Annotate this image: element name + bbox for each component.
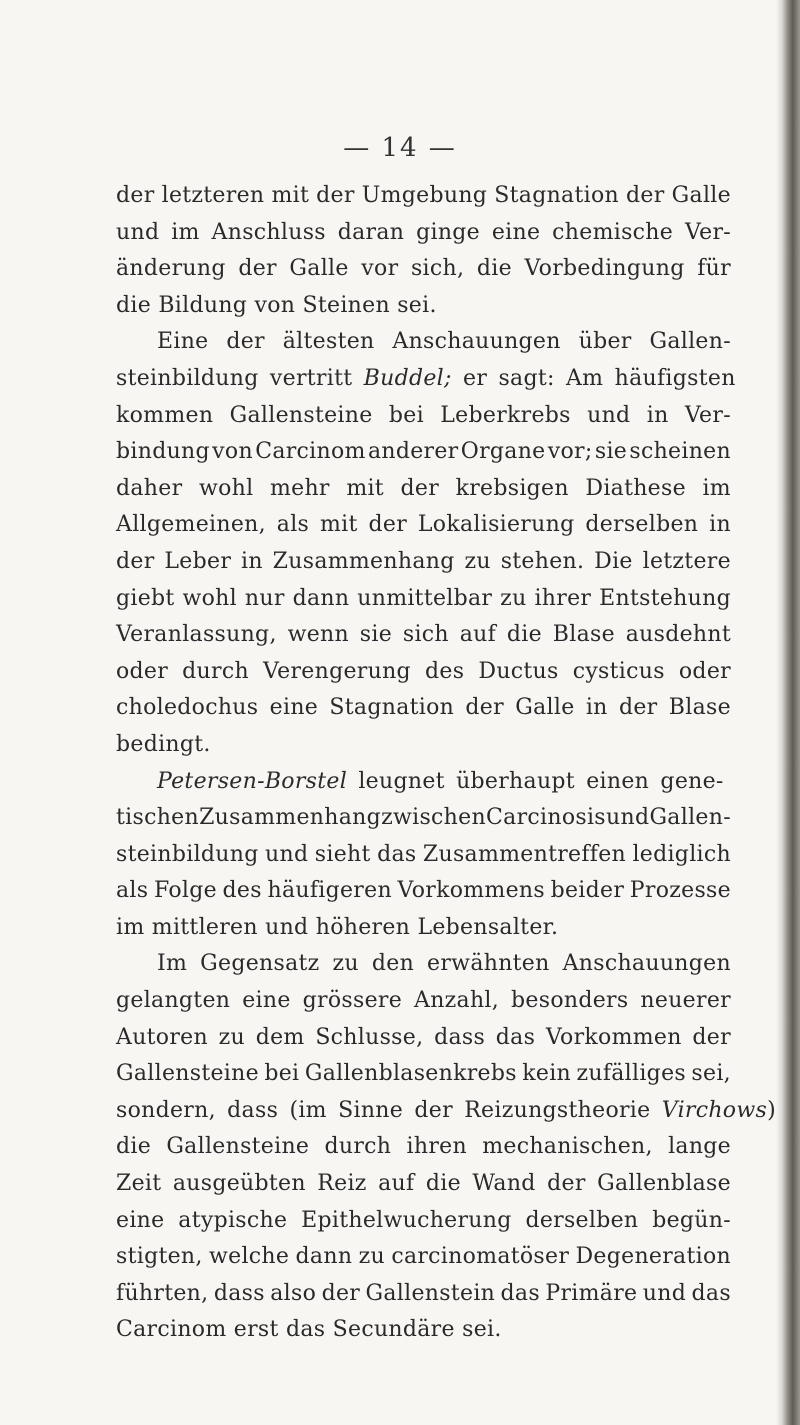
word: zu xyxy=(500,585,527,611)
word: die xyxy=(425,1171,461,1197)
word: Organe xyxy=(460,439,546,465)
body-text xyxy=(116,178,776,1349)
word: Galle xyxy=(515,695,575,721)
page-number: — 14 — xyxy=(343,133,457,163)
text-line xyxy=(116,617,731,654)
word: ältesten xyxy=(282,329,375,355)
word: also xyxy=(270,1280,317,1306)
word: auf xyxy=(459,622,497,648)
word: Primäre xyxy=(545,1280,638,1306)
word: als xyxy=(276,512,310,538)
word: und xyxy=(265,841,309,867)
word: eine xyxy=(242,988,291,1014)
word: bei xyxy=(388,402,424,428)
word: unmittelbar xyxy=(357,585,493,611)
word: Zusammentreffen xyxy=(422,841,627,867)
word: und xyxy=(587,402,631,428)
word: Reiz xyxy=(317,1171,367,1197)
word: chemische xyxy=(552,219,674,245)
word: Gallenstein xyxy=(365,1280,496,1306)
word: für xyxy=(697,256,731,282)
word: zwischen xyxy=(381,805,486,831)
page-edge-shadow xyxy=(782,0,800,1425)
word: und xyxy=(606,805,650,831)
text-line: im mittleren und höheren Lebensalter. xyxy=(116,914,559,940)
word: durch xyxy=(182,658,249,684)
word: Anschauungen xyxy=(562,951,731,977)
word: anderer xyxy=(367,439,459,465)
word: Vorbedingung xyxy=(524,256,685,282)
word: kein xyxy=(522,1061,572,1087)
word: oder xyxy=(116,658,169,684)
word: als xyxy=(116,878,149,904)
word: ausdehnt xyxy=(625,622,731,648)
word: auf xyxy=(378,1171,415,1197)
word: Leber xyxy=(164,548,232,574)
word: eine xyxy=(269,695,319,721)
text-line xyxy=(116,690,731,727)
word: Umgebung xyxy=(361,183,488,208)
text-line xyxy=(116,581,731,618)
word: scheinen xyxy=(629,439,731,465)
text-run: steinbildung vertritt xyxy=(116,365,364,391)
word: Degeneration xyxy=(575,1244,731,1270)
word: der xyxy=(368,512,408,538)
word: sich, xyxy=(410,256,465,282)
word: besonders xyxy=(511,988,629,1014)
word: Galle xyxy=(289,256,349,282)
paragraph-start-line xyxy=(116,946,731,983)
word: Autoren xyxy=(116,1024,208,1050)
word: Ver- xyxy=(684,402,731,428)
word: Anschauungen xyxy=(392,329,561,355)
word: sieht xyxy=(314,841,371,867)
word: Ver- xyxy=(684,219,731,245)
text-line xyxy=(116,873,731,910)
word: Lokalisierung xyxy=(417,512,575,538)
text-line: die Bildung von Steinen sei. xyxy=(116,292,437,318)
word: daran xyxy=(337,219,405,245)
word: Vorkommen xyxy=(545,1024,682,1050)
word: bindung xyxy=(116,439,210,465)
word: das xyxy=(500,1280,540,1306)
word: Zusammenhang xyxy=(272,548,455,574)
text-line-with-citation xyxy=(116,361,736,398)
word: der xyxy=(116,183,155,208)
text-run: leugnet überhaupt einen gene- xyxy=(347,768,724,794)
word: über xyxy=(578,329,632,355)
word: giebt xyxy=(116,585,175,611)
word: zu xyxy=(332,951,359,977)
word: Eine xyxy=(157,329,209,355)
paragraph-start-line xyxy=(116,324,731,361)
word: Epithelwucherung xyxy=(301,1207,512,1233)
word: kommen xyxy=(116,402,214,428)
word: die xyxy=(476,256,512,282)
word: neuerer xyxy=(640,988,731,1014)
word: Entstehung xyxy=(599,585,731,611)
word: begün- xyxy=(652,1207,731,1233)
word: Blase xyxy=(668,695,731,721)
paragraph-start-line xyxy=(116,764,731,801)
word: Anzahl, xyxy=(414,988,500,1014)
text-run: ) xyxy=(767,1097,776,1123)
word: gelangten xyxy=(116,988,231,1014)
word: führten, xyxy=(116,1280,209,1306)
text-line xyxy=(116,1020,731,1057)
word: letztere xyxy=(642,548,731,574)
word: Zeit xyxy=(116,1171,162,1197)
word: wohl xyxy=(198,475,254,501)
word: grössere xyxy=(302,988,403,1014)
word: und xyxy=(116,219,160,245)
text-line xyxy=(116,1203,731,1240)
word: das xyxy=(691,1280,731,1306)
word: zufälliges xyxy=(576,1061,686,1087)
word: ausgeübten xyxy=(172,1171,306,1197)
word: in xyxy=(646,402,669,428)
word: daher xyxy=(116,475,183,501)
word: Gallenblase xyxy=(597,1171,731,1197)
word: Die xyxy=(594,548,633,574)
word: eine xyxy=(116,1207,165,1233)
text-line xyxy=(116,251,731,288)
text-line xyxy=(116,1166,731,1203)
word: mehr xyxy=(269,475,330,501)
word: stehen. xyxy=(500,548,585,574)
word: Stagnation xyxy=(494,183,619,208)
word: Schlusse, xyxy=(315,1024,424,1050)
word: Gallen- xyxy=(649,329,731,355)
text-line xyxy=(116,1056,731,1093)
word: sich xyxy=(402,622,449,648)
text-line xyxy=(116,178,731,215)
word: bei xyxy=(264,1061,300,1087)
word: cysticus xyxy=(572,658,665,684)
word: steinbildung xyxy=(116,841,259,867)
text-run: sondern, dass (im Sinne der Reizungstheorie xyxy=(116,1097,662,1123)
word: lange xyxy=(668,1134,731,1160)
text-line-with-citation xyxy=(116,1093,776,1130)
word: atypische xyxy=(178,1207,288,1233)
word: der xyxy=(465,695,504,721)
word: krebsigen xyxy=(455,475,569,501)
word: stigten, xyxy=(116,1244,203,1270)
text-line: bedingt. xyxy=(116,731,211,757)
word: zu xyxy=(218,1024,246,1050)
word: der xyxy=(692,1024,731,1050)
word: des xyxy=(425,658,465,684)
word: der xyxy=(626,183,665,208)
word: von xyxy=(212,439,253,465)
text-line xyxy=(116,434,731,471)
text-line: Carcinom erst das Secundäre sei. xyxy=(116,1317,502,1343)
word: Leberkrebs xyxy=(440,402,571,428)
word: dass xyxy=(213,1280,265,1306)
word: Folge xyxy=(153,878,217,904)
word: beider xyxy=(550,878,625,904)
word: der xyxy=(321,1280,361,1306)
word: der xyxy=(238,256,277,282)
word: Stagnation xyxy=(329,695,455,721)
word: änderung xyxy=(116,256,226,282)
word: dass xyxy=(434,1024,486,1050)
word: der xyxy=(618,695,658,721)
word: Diathese xyxy=(585,475,686,501)
word: im xyxy=(702,475,731,501)
word: Gegensatz xyxy=(200,951,320,977)
word: sie xyxy=(359,622,393,648)
word: zu xyxy=(358,1244,385,1270)
word: im xyxy=(171,219,200,245)
word: Blase xyxy=(552,622,615,648)
word: Carcinom xyxy=(255,439,366,465)
word: sei, xyxy=(691,1061,731,1087)
word: erwähnten xyxy=(427,951,550,977)
word: die xyxy=(506,622,542,648)
word: Gallensteine xyxy=(116,1061,259,1087)
word: des xyxy=(222,878,262,904)
word: Ductus xyxy=(478,658,559,684)
word: der xyxy=(116,548,155,574)
text-line xyxy=(116,654,731,691)
word: ginge xyxy=(416,219,480,245)
word: Verengerung xyxy=(263,658,411,684)
word: Allgemeinen, xyxy=(116,512,266,538)
word: der xyxy=(316,183,355,208)
word: carcinomatöser xyxy=(391,1244,570,1270)
word: mit xyxy=(346,475,384,501)
word: der xyxy=(400,475,440,501)
word: Gallensteine xyxy=(229,402,373,428)
word: letzteren xyxy=(161,183,265,208)
text-line xyxy=(116,215,731,252)
word: die xyxy=(116,1134,152,1160)
text-line xyxy=(116,507,731,544)
word: Gallensteine xyxy=(166,1134,310,1160)
word: der xyxy=(226,329,265,355)
cited-author-petersen-borstel: Petersen-Borstel xyxy=(157,768,348,794)
word: wohl xyxy=(182,585,237,611)
text-line xyxy=(116,1129,731,1166)
word: in xyxy=(585,695,608,721)
word: zu xyxy=(464,548,491,574)
text-line xyxy=(116,983,731,1020)
word: Gallenblasenkrebs xyxy=(304,1061,517,1087)
word: sie xyxy=(594,439,628,465)
word: durch xyxy=(324,1134,392,1160)
word: dem xyxy=(255,1024,305,1050)
word: ihren xyxy=(406,1134,467,1160)
word: mit xyxy=(320,512,358,538)
text-run: er sagt: Am häufigsten xyxy=(451,365,736,391)
word: mit xyxy=(271,183,310,208)
word: Gallen- xyxy=(649,805,731,831)
word: in xyxy=(709,512,731,538)
text-line xyxy=(116,837,731,874)
word: mechanischen, xyxy=(482,1134,653,1160)
word: derselben xyxy=(525,1207,639,1233)
text-line xyxy=(116,544,731,581)
word: ihrer xyxy=(534,585,592,611)
text-line xyxy=(116,1239,731,1276)
word: Veranlassung, xyxy=(116,622,277,648)
text-line xyxy=(116,471,731,508)
word: tischen xyxy=(116,805,199,831)
word: den xyxy=(371,951,415,977)
word: Im xyxy=(157,951,188,977)
word: Anschluss xyxy=(211,219,326,245)
word: Galle xyxy=(671,183,731,208)
word: wenn xyxy=(287,622,349,648)
word: dann xyxy=(295,1244,353,1270)
word: oder xyxy=(678,658,731,684)
word: welche xyxy=(209,1244,290,1270)
word: der xyxy=(547,1171,586,1197)
word: Zusammenhang xyxy=(199,805,381,831)
word: Vorkommens xyxy=(397,878,545,904)
word: Wand xyxy=(472,1171,536,1197)
word: vor; xyxy=(547,439,593,465)
word: choledochus xyxy=(116,695,259,721)
word: vor xyxy=(361,256,399,282)
word: derselben xyxy=(585,512,699,538)
word: dann xyxy=(292,585,350,611)
word: Prozesse xyxy=(629,878,731,904)
text-line xyxy=(116,1276,731,1313)
cited-author-buddel: Buddel; xyxy=(363,365,452,391)
word: in xyxy=(241,548,263,574)
text-line xyxy=(116,398,731,435)
word: das xyxy=(377,841,417,867)
text-line xyxy=(116,800,731,837)
word: häufigeren xyxy=(267,878,392,904)
word: und xyxy=(642,1280,687,1306)
cited-author-virchows: Virchows xyxy=(661,1097,768,1123)
word: das xyxy=(495,1024,536,1050)
word: eine xyxy=(491,219,541,245)
word: Carcinosis xyxy=(486,805,606,831)
word: nur xyxy=(244,585,285,611)
word: lediglich xyxy=(632,841,731,867)
